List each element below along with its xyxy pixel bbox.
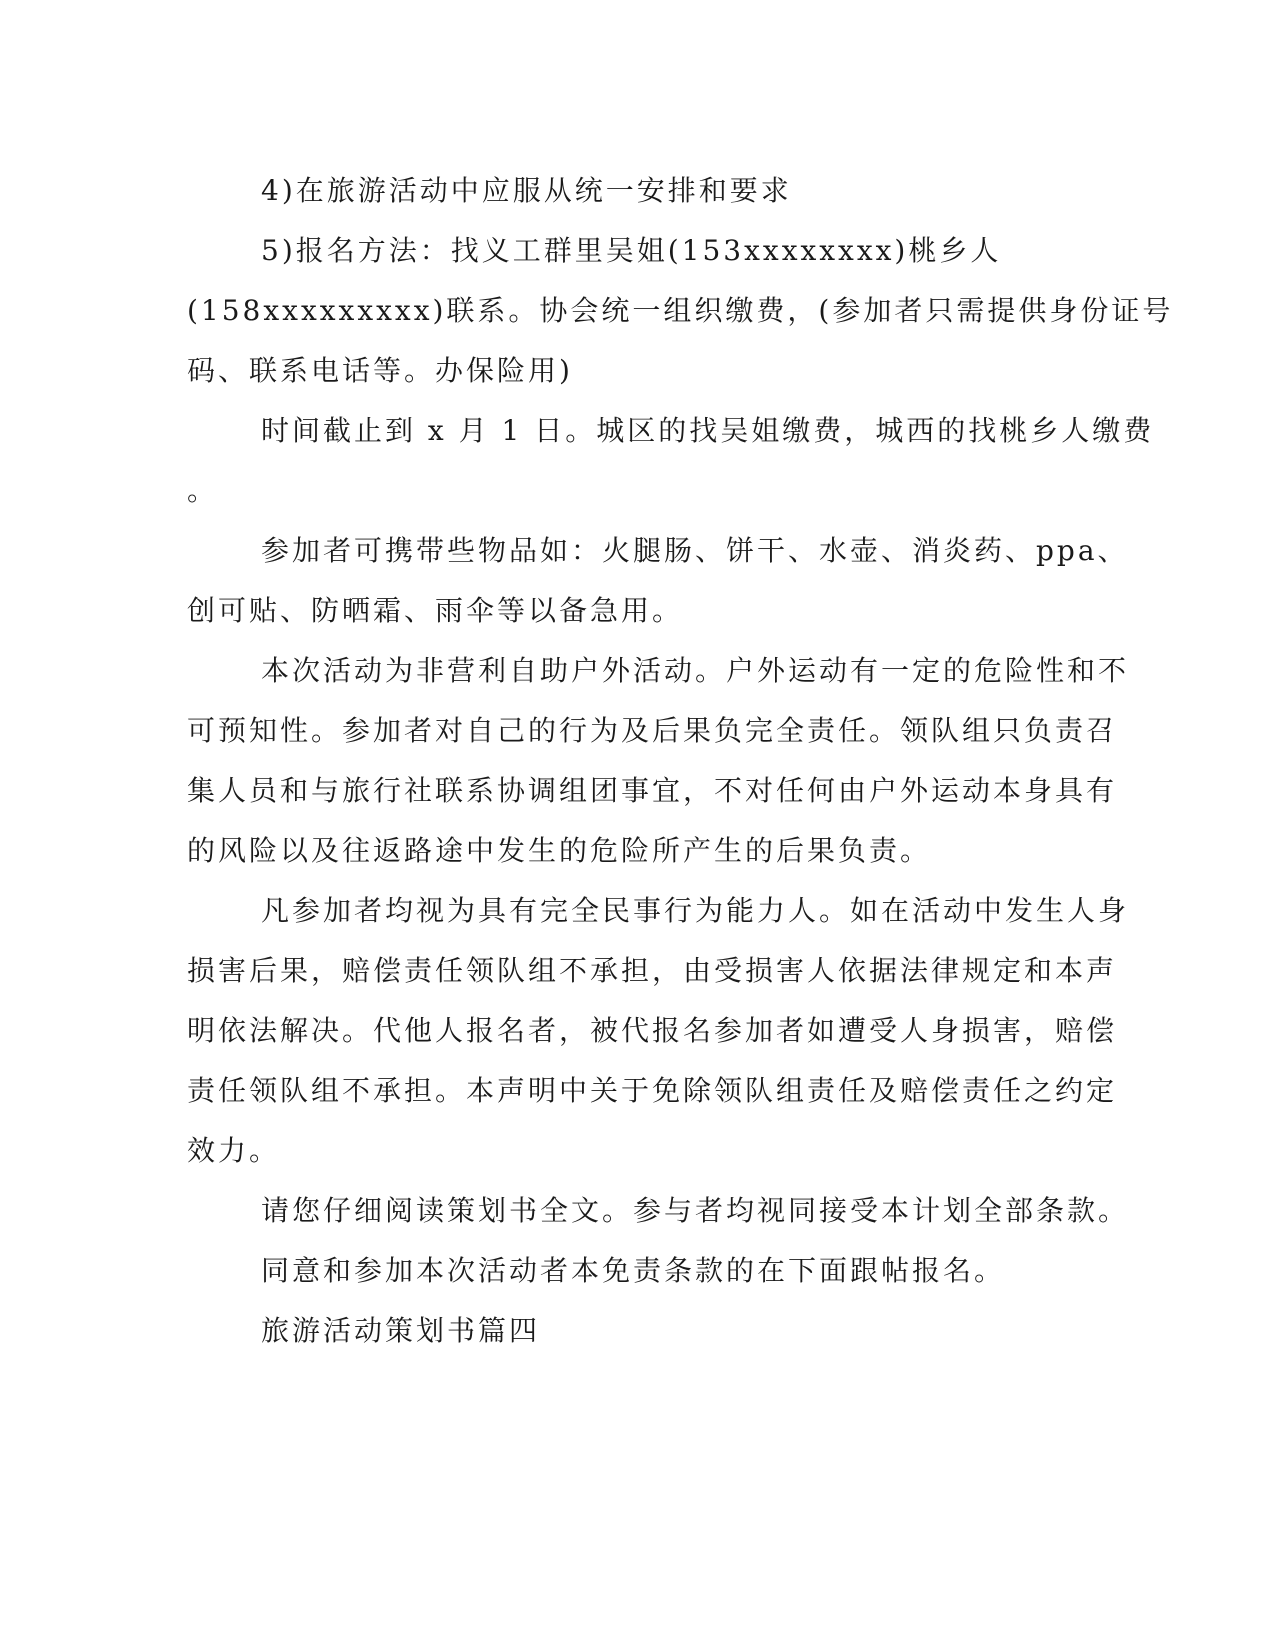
text-line: 时间截止到 x 月 1 日。城区的找吴姐缴费，城西的找桃乡人缴费 — [261, 414, 1155, 447]
text-line: 请您仔细阅读策划书全文。参与者均视同接受本计划全部条款。 — [261, 1194, 1130, 1227]
text-line: 创可贴、防晒霜、雨伞等以备急用。 — [187, 594, 684, 627]
text-line: 5)报名方法：找义工群里吴姐(153xxxxxxxx)桃乡人 — [261, 234, 1002, 267]
text-line: 同意和参加本次活动者本免责条款的在下面跟帖报名。 — [261, 1254, 1006, 1287]
text-line: 。 — [187, 474, 219, 507]
text-line: (158xxxxxxxxx)联系。协会统一组织缴费，(参加者只需提供身份证号 — [187, 294, 1174, 327]
text-line: 的风险以及往返路途中发生的危险所产生的后果负责。 — [187, 834, 932, 867]
text-line: 凡参加者均视为具有完全民事行为能力人。如在活动中发生人身 — [261, 894, 1130, 927]
text-line: 参加者可携带些物品如：火腿肠、饼干、水壶、消炎药、ppa、 — [261, 534, 1129, 567]
text-line: 码、联系电话等。办保险用) — [187, 354, 573, 387]
document-body — [187, 161, 1174, 1361]
text-line: 集人员和与旅行社联系协调组团事宜，不对任何由户外运动本身具有 — [187, 774, 1118, 807]
text-line: 4)在旅游活动中应服从统一安排和要求 — [261, 174, 792, 207]
text-line: 明依法解决。代他人报名者，被代报名参加者如遭受人身损害，赔偿 — [187, 1014, 1118, 1047]
text-line: 损害后果，赔偿责任领队组不承担，由受损害人依据法律规定和本声 — [187, 954, 1118, 987]
section-heading: 旅游活动策划书篇四 — [261, 1314, 541, 1347]
text-line: 本次活动为非营利自助户外活动。户外运动有一定的危险性和不 — [261, 654, 1130, 687]
text-line: 责任领队组不承担。本声明中关于免除领队组责任及赔偿责任之约定 — [187, 1074, 1118, 1107]
text-line: 可预知性。参加者对自己的行为及后果负完全责任。领队组只负责召 — [187, 714, 1118, 747]
text-line: 效力。 — [187, 1134, 281, 1167]
